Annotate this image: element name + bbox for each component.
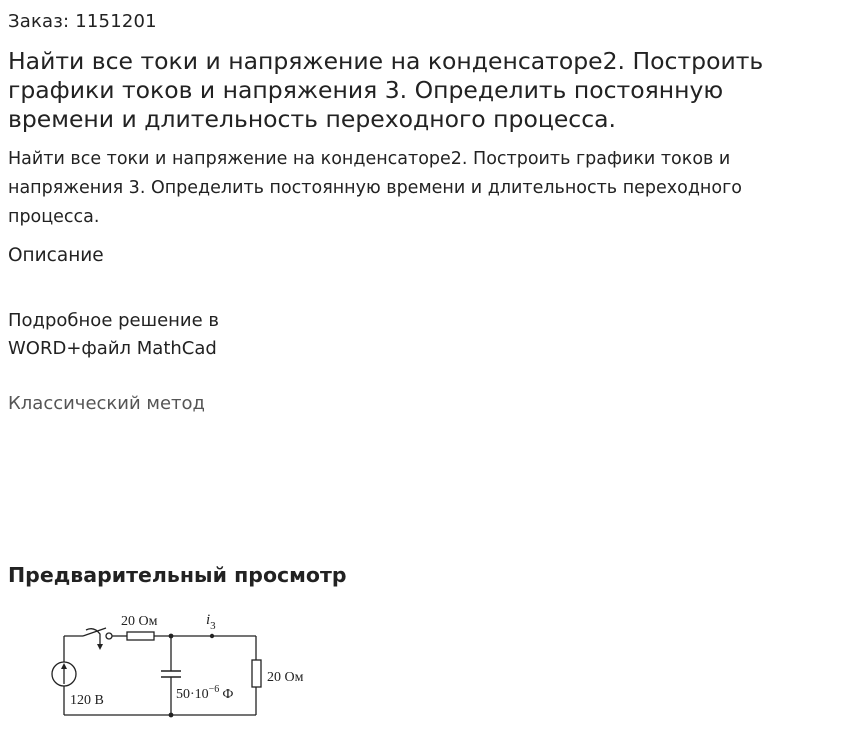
node-current xyxy=(210,634,214,638)
order-number-line xyxy=(8,10,157,34)
node-top xyxy=(169,634,174,639)
switch-arrow-head xyxy=(97,644,103,650)
description-heading: Описание xyxy=(8,245,104,266)
order-number: 1151201 xyxy=(75,11,157,32)
preview-heading: Предварительный просмотр xyxy=(8,563,347,587)
resistor-top-label: 20 Ом xyxy=(121,614,158,629)
resistor-right-label: 20 Ом xyxy=(267,670,304,685)
method-label: Классический метод xyxy=(8,393,205,414)
task-text: Найти все токи и напряжение на конденсаторе2. Построить графики токов и напряжения 3. Определить постоянную времени и длительность переходного процесса. xyxy=(8,149,742,227)
current-label: $i_3$ xyxy=(206,612,216,632)
switch-contact xyxy=(106,633,112,639)
solution-line-2: WORD+файл MathCad xyxy=(8,338,217,359)
switch-handle xyxy=(86,629,100,646)
source-label: 120 В xyxy=(70,693,104,708)
resistor-top xyxy=(127,632,154,640)
resistor-right xyxy=(252,660,261,687)
order-label: Заказ: xyxy=(8,11,70,32)
task-title: Найти все токи и напряжение на конденсаторе2. Построить графики токов и напряжения 3. Определить постоянную времени и длительность переходного процесса. xyxy=(8,47,764,133)
circuit-diagram xyxy=(40,600,340,725)
solution-info xyxy=(8,307,308,363)
node-bottom xyxy=(169,713,174,718)
solution-line-1: Подробное решение в xyxy=(8,310,220,331)
capacitor-label: $50\cdot 10^{-6}$ Ф xyxy=(176,684,234,702)
